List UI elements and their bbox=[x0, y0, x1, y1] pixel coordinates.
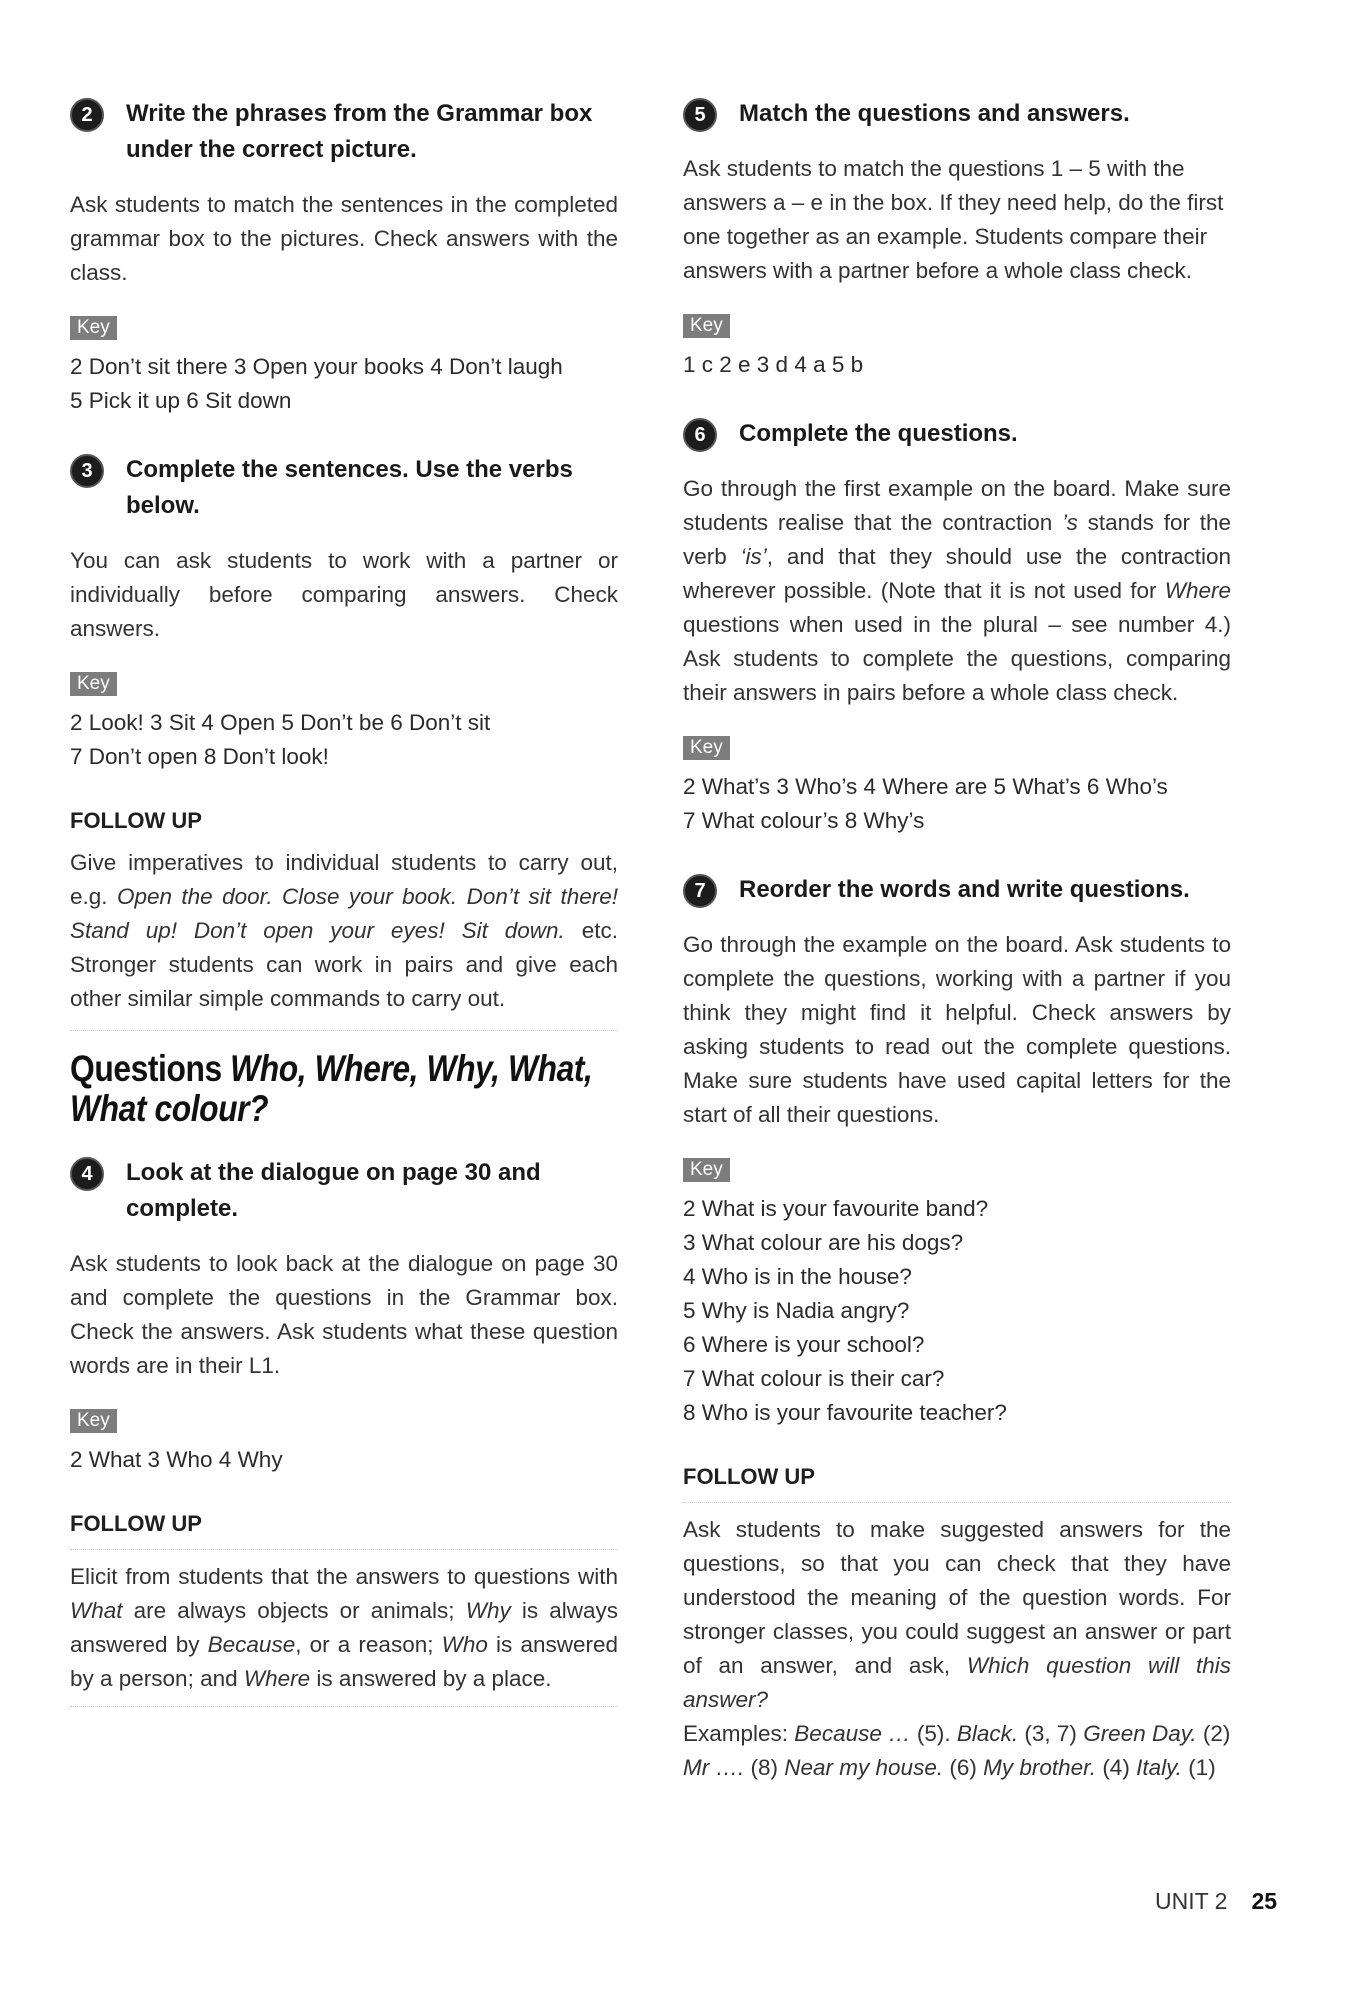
follow-up-heading: FOLLOW UP bbox=[70, 1511, 202, 1536]
examples-text bbox=[683, 1717, 1231, 1785]
unit-label: UNIT 2 bbox=[1155, 1888, 1228, 1914]
left-column bbox=[70, 96, 618, 1725]
answer-line: 4 Who is in the house? bbox=[683, 1264, 912, 1289]
key-label: Key bbox=[683, 1158, 730, 1182]
text-run: (3, 7) bbox=[1018, 1721, 1084, 1746]
text-run: Ask students to make suggested answers for the questions, so that you can check that they have understood the meaning of the question words. For stronger classes, you could suggest an answer or part of an answer, and ask, bbox=[683, 1517, 1231, 1678]
text-run-italic: My brother. bbox=[983, 1755, 1097, 1780]
divider bbox=[70, 1706, 618, 1707]
answer-line: 1 c 2 e 3 d 4 a 5 b bbox=[683, 352, 864, 377]
answer-line: 7 What colour is their car? bbox=[683, 1366, 945, 1391]
text-run-italic: Who bbox=[441, 1632, 488, 1657]
answer-line: 8 Who is your favourite teacher? bbox=[683, 1400, 1007, 1425]
exercise-title: Reorder the words and write questions. bbox=[739, 876, 1190, 903]
text-run: is answered by a person; and bbox=[70, 1632, 619, 1691]
right-column bbox=[683, 96, 1231, 1811]
instruction-text bbox=[683, 472, 1231, 710]
answer-line: 2 What 3 Who 4 Why bbox=[70, 1447, 283, 1472]
divider bbox=[70, 1030, 618, 1031]
exercise-number-badge: 7 bbox=[683, 874, 717, 908]
answer-key bbox=[683, 1192, 1231, 1430]
key-label: Key bbox=[683, 314, 730, 338]
text-run-italic: Which question will this answer? bbox=[683, 1653, 1231, 1712]
text-run-italic: Because bbox=[207, 1632, 296, 1657]
exercise-5-header bbox=[683, 96, 1231, 132]
text-run: questions when used in the plural – see number 4.) Ask students to complete the questions, comparing their answers in pairs before a whole class check. bbox=[683, 612, 1231, 705]
answer-key bbox=[70, 350, 618, 418]
answer-line: 7 What colour’s 8 Why’s bbox=[683, 808, 925, 833]
section-heading-italic: Who, Where, Why, What, What colour? bbox=[70, 1048, 593, 1129]
text-run: etc. Stronger students can work in pairs and give each other similar simple commands to carry out. bbox=[70, 918, 618, 1011]
text-run: (1) bbox=[1181, 1755, 1216, 1780]
answer-line: 2 Look! 3 Sit 4 Open 5 Don’t be 6 Don’t sit bbox=[70, 710, 491, 735]
key-label: Key bbox=[70, 672, 117, 696]
exercise-4-header bbox=[70, 1155, 618, 1227]
answer-key bbox=[683, 770, 1231, 838]
answer-line: 3 What colour are his dogs? bbox=[683, 1230, 964, 1255]
text-run: (4) bbox=[1096, 1755, 1137, 1780]
answer-line: 2 What’s 3 Who’s 4 Where are 5 What’s 6 Who’s bbox=[683, 774, 1168, 799]
answer-key bbox=[683, 348, 1231, 382]
exercise-number-badge: 3 bbox=[70, 454, 104, 488]
answer-line: 5 Why is Nadia angry? bbox=[683, 1298, 910, 1323]
follow-up-text bbox=[683, 1513, 1231, 1717]
exercise-title: Match the questions and answers. bbox=[739, 100, 1130, 127]
text-run-italic: Where bbox=[1164, 578, 1231, 603]
instruction-text: You can ask students to work with a partner or individually before comparing answers. Check answers. bbox=[70, 548, 618, 641]
text-run-italic: Because … bbox=[794, 1721, 911, 1746]
text-run: is answered by a place. bbox=[310, 1666, 552, 1691]
exercise-title: Write the phrases from the Grammar box under the correct picture. bbox=[126, 100, 593, 163]
text-run-italic: Italy. bbox=[1136, 1755, 1182, 1780]
text-run: , and that they should use the contraction wherever possible. (Note that it is not used for bbox=[683, 544, 1231, 603]
instruction-text: Ask students to match the sentences in the completed grammar box to the pictures. Check answers with the class. bbox=[70, 192, 618, 285]
text-run-italic: Black. bbox=[956, 1721, 1019, 1746]
text-run: stands for the verb bbox=[683, 510, 1231, 569]
text-run: (5). bbox=[910, 1721, 957, 1746]
text-run: , or a reason; bbox=[295, 1632, 442, 1657]
text-run-italic: Near my house. bbox=[784, 1755, 944, 1780]
follow-up-text bbox=[70, 1560, 618, 1696]
exercise-title: Complete the sentences. Use the verbs below. bbox=[126, 456, 573, 519]
text-run-italic: Mr …. bbox=[683, 1755, 745, 1780]
exercise-2-header bbox=[70, 96, 618, 168]
exercise-number-badge: 5 bbox=[683, 98, 717, 132]
answer-line: 5 Pick it up 6 Sit down bbox=[70, 388, 292, 413]
key-label: Key bbox=[70, 316, 117, 340]
answer-line: 2 Don’t sit there 3 Open your books 4 Don’t laugh bbox=[70, 354, 563, 379]
text-run: Elicit from students that the answers to questions with bbox=[70, 1564, 618, 1589]
answer-line: 7 Don’t open 8 Don’t look! bbox=[70, 744, 329, 769]
text-run: (6) bbox=[943, 1755, 984, 1780]
exercise-3-header bbox=[70, 452, 618, 524]
text-run-italic: Green Day. bbox=[1083, 1721, 1197, 1746]
answer-line: 2 What is your favourite band? bbox=[683, 1196, 989, 1221]
follow-up-heading: FOLLOW UP bbox=[683, 1464, 815, 1489]
exercise-6-header bbox=[683, 416, 1231, 452]
text-run-italic: What bbox=[70, 1598, 123, 1623]
page-number: 25 bbox=[1251, 1888, 1278, 1914]
exercise-number-badge: 6 bbox=[683, 418, 717, 452]
answer-line: 6 Where is your school? bbox=[683, 1332, 925, 1357]
text-run-italic: ‘is’ bbox=[740, 544, 767, 569]
exercise-title: Complete the questions. bbox=[739, 420, 1018, 447]
text-run: Examples: bbox=[683, 1721, 795, 1746]
text-run: are always objects or animals; bbox=[122, 1598, 466, 1623]
key-label: Key bbox=[70, 1409, 117, 1433]
text-run: Give imperatives to individual students to carry out, e.g. bbox=[70, 850, 618, 909]
section-heading bbox=[70, 1049, 620, 1129]
text-run: is always answered by bbox=[70, 1598, 618, 1657]
divider bbox=[683, 1502, 1231, 1503]
text-run: (8) bbox=[744, 1755, 785, 1780]
text-run-italic: ’s bbox=[1062, 510, 1078, 535]
exercise-title: Look at the dialogue on page 30 and complete. bbox=[126, 1159, 541, 1222]
follow-up-text bbox=[70, 846, 618, 1016]
instruction-text: Go through the example on the board. Ask students to complete the questions, working with a partner if you think they might find it helpful. Check answers by asking students to read out the complete questions. Make sure students have used capital letters for the start of all their questions. bbox=[683, 932, 1231, 1127]
exercise-number-badge: 2 bbox=[70, 98, 104, 132]
text-run: Go through the first example on the board. Make sure students realise that the contraction bbox=[683, 476, 1231, 535]
instruction-text: Ask students to match the questions 1 – 5 with the answers a – e in the box. If they need help, do the first one together as an example. Students compare their answers with a partner before a whole class check. bbox=[683, 156, 1224, 283]
instruction-text: Ask students to look back at the dialogue on page 30 and complete the questions in the Grammar box. Check the answers. Ask students what these question words are in their L1. bbox=[70, 1251, 618, 1378]
answer-key bbox=[70, 706, 618, 774]
exercise-number-badge: 4 bbox=[70, 1157, 104, 1191]
text-run-italic: Why bbox=[465, 1598, 511, 1623]
text-run-italic: Open the door. Close your book. Don’t sit there! Stand up! Don’t open your eyes! Sit down. bbox=[70, 884, 618, 943]
section-heading-part: Questions bbox=[70, 1048, 231, 1089]
divider bbox=[70, 1549, 618, 1550]
answer-key bbox=[70, 1443, 618, 1477]
text-run-italic: Where bbox=[243, 1666, 311, 1691]
exercise-7-header bbox=[683, 872, 1231, 908]
follow-up-heading: FOLLOW UP bbox=[70, 808, 202, 833]
key-label: Key bbox=[683, 736, 730, 760]
text-run: (2) bbox=[1196, 1721, 1231, 1746]
page-footer bbox=[1155, 1888, 1277, 1915]
